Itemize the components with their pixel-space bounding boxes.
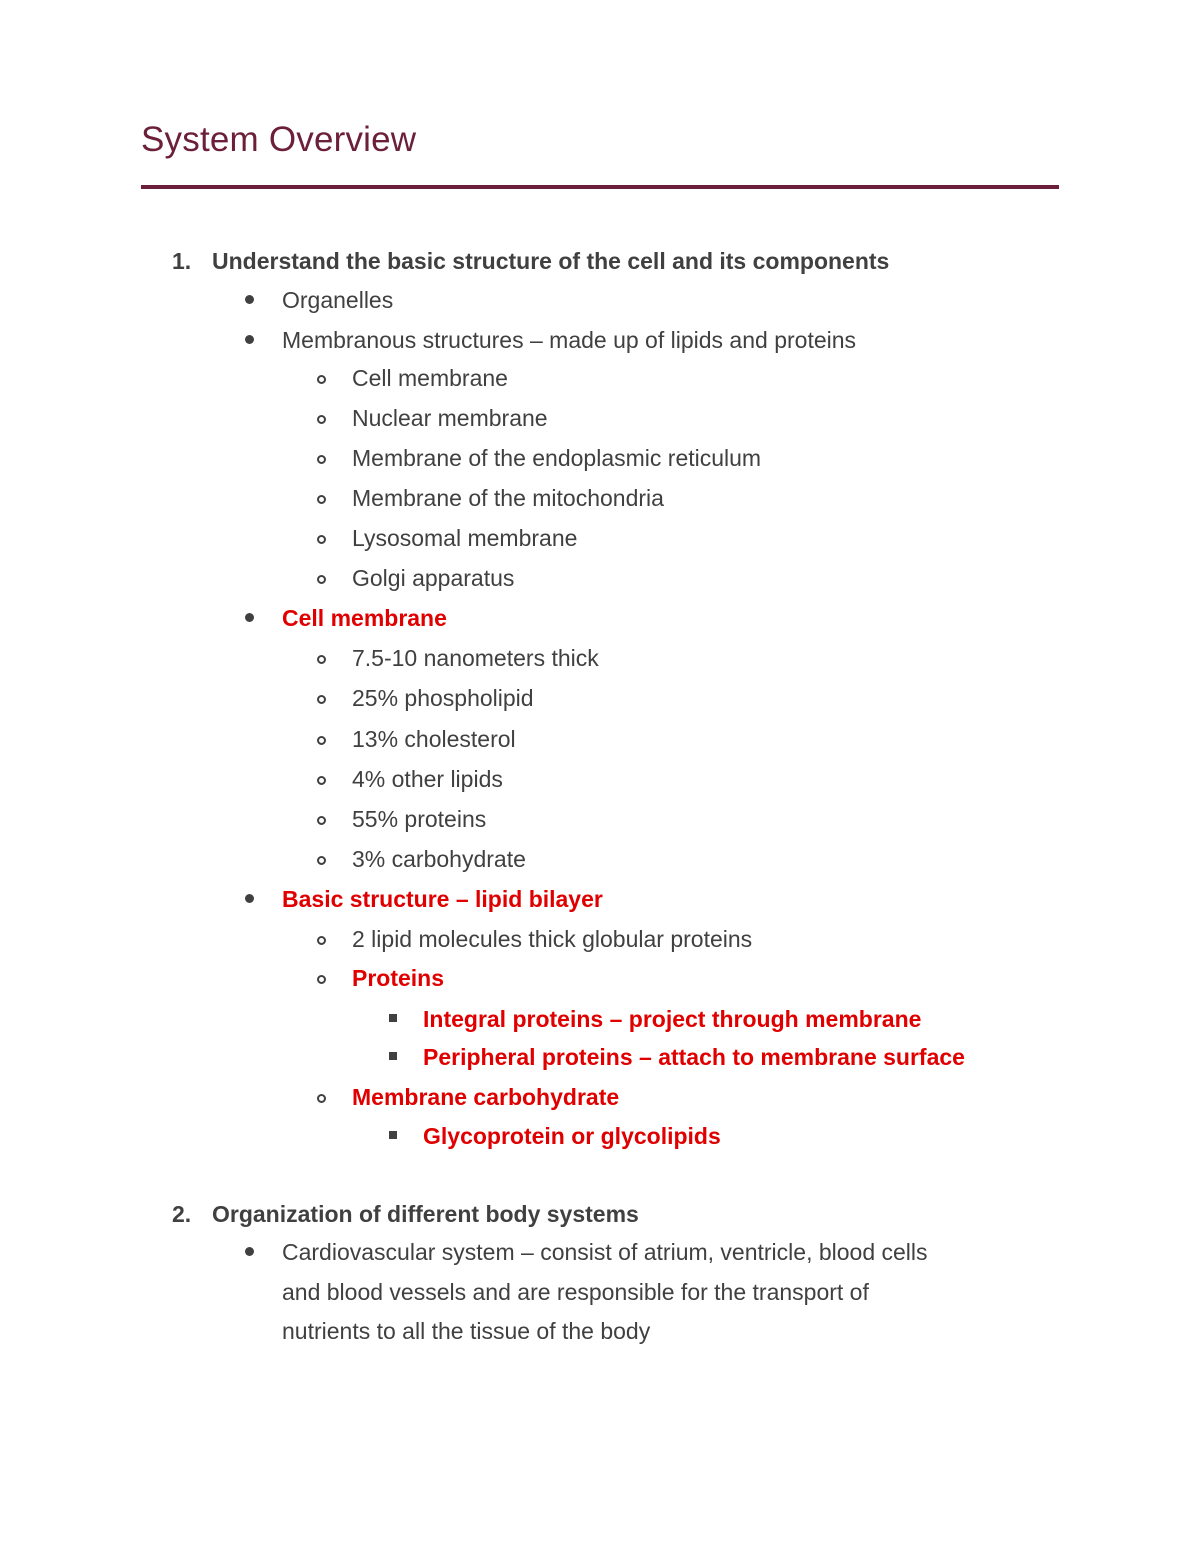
square-bullet-icon [389,1131,397,1139]
circle-bullet-icon [317,495,326,504]
circle-bullet-icon [317,455,326,464]
circle-bullet-icon [317,695,326,704]
circle-bullet-icon [317,975,326,984]
list-item-text: 2 lipid molecules thick globular proteins [352,926,753,952]
list-item-text: Nuclear membrane [352,405,548,431]
list-item-text: Cell membrane [352,365,508,391]
list-item-text: Cell membrane [282,605,447,631]
list-item-text: Integral proteins – project through membrane [423,1006,922,1032]
list-item-text: 7.5-10 nanometers thick [352,645,599,671]
bullet-icon [245,894,254,903]
bullet-icon [245,335,254,344]
square-bullet-icon [389,1052,397,1060]
bullet-icon [245,613,254,622]
circle-bullet-icon [317,776,326,785]
section-2-heading: Organization of different body systems [212,1201,639,1227]
circle-bullet-icon [317,1094,326,1103]
circle-bullet-icon [317,816,326,825]
list-item-text: Cardiovascular system – consist of atrium, ventricle, blood cells [282,1239,928,1265]
circle-bullet-icon [317,736,326,745]
list-item-text: 13% cholesterol [352,726,516,752]
list-item-text: 4% other lipids [352,766,503,792]
list-item-text: nutrients to all the tissue of the body [282,1318,651,1344]
circle-bullet-icon [317,375,326,384]
page-title: System Overview [141,120,417,159]
list-item-text: Proteins [352,965,445,991]
list-item-text: Golgi apparatus [352,565,515,591]
circle-bullet-icon [317,535,326,544]
list-item-text: Organelles [282,287,394,313]
list-item-text: Membranous structures – made up of lipids and proteins [282,327,857,353]
circle-bullet-icon [317,655,326,664]
bullet-icon [245,1247,254,1256]
square-bullet-icon [389,1014,397,1022]
list-item-text: Peripheral proteins – attach to membrane surface [423,1044,965,1070]
list-item-text: 25% phospholipid [352,685,534,711]
bullet-icon [245,295,254,304]
circle-bullet-icon [317,415,326,424]
list-item-text: Glycoprotein or glycolipids [423,1123,721,1149]
list-item-text: Membrane carbohydrate [352,1084,620,1110]
section-1-heading: Understand the basic structure of the cell and its components [212,248,890,274]
list-item-text: Basic structure – lipid bilayer [282,886,603,912]
list-item-text: 55% proteins [352,806,487,832]
circle-bullet-icon [317,936,326,945]
circle-bullet-icon [317,575,326,584]
list-item-text: 3% carbohydrate [352,846,526,872]
title-underline [141,185,1059,189]
list-item-text: and blood vessels and are responsible for the transport of [282,1279,869,1305]
circle-bullet-icon [317,856,326,865]
section-1-number: 1. [172,248,192,274]
list-item-text: Membrane of the endoplasmic reticulum [352,445,762,471]
list-item-text: Lysosomal membrane [352,525,578,551]
list-item-text: Membrane of the mitochondria [352,485,664,511]
section-2-number: 2. [172,1201,192,1227]
